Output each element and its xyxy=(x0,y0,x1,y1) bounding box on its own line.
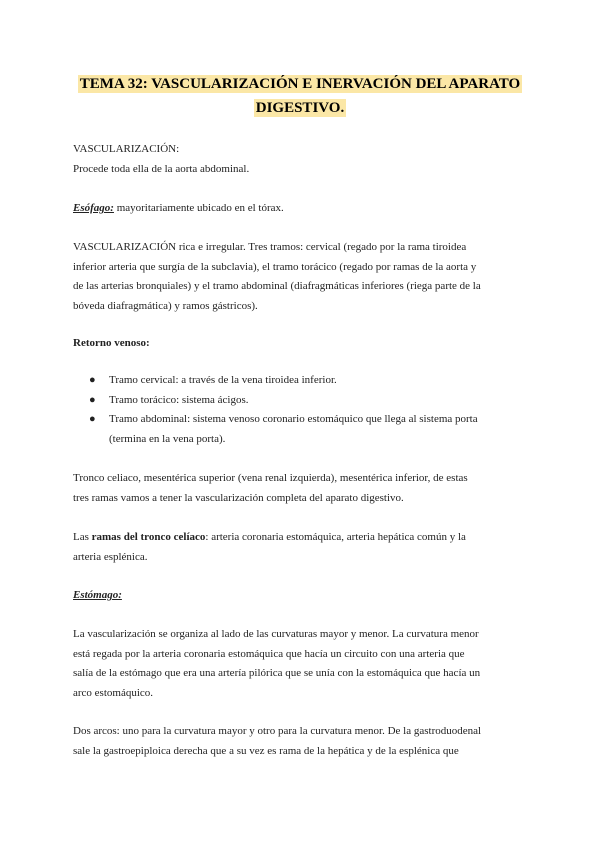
ramas-paragraph: Las ramas del tronco celíaco: arteria coronaria estomáquica, arteria hepática común y la arteria esplénica. xyxy=(73,531,466,563)
estomago-paragraph: La vascularización se organiza al lado de las curvaturas mayor y menor. La curvatura menor está regada por la arteria coronaria estomáquica que hacía un circuito con una arteria que salía de la estómago que era una artería pilórica que se unía con la estomáquica que hacía un arco estomáquico. xyxy=(73,628,481,699)
list-item: ● Tramo cervical: a través de la vena tiroidea inferior. xyxy=(73,371,533,391)
vascularizacion-paragraph xyxy=(73,140,533,179)
retorno-venoso-heading: Retorno venoso: xyxy=(73,337,150,349)
tronco-line-2: tres ramas vamos a tener la vascularización completa del aparato digestivo. xyxy=(73,491,404,504)
tronco-line-1: Tronco celiaco, mesentérica superior (vena renal izquierda), mesentérica inferior, de estas xyxy=(73,472,468,484)
esofago-vasc-line-1: VASCULARIZACIÓN rica e irregular. Tres tramos: cervical (regado por la rama tiroidea xyxy=(73,241,467,253)
bullet-icon: ● xyxy=(89,413,96,425)
bullet-icon: ● xyxy=(89,393,96,406)
estomago-label: Estómago: xyxy=(73,589,122,601)
page-title xyxy=(60,72,540,120)
list-item: ● Tramo torácico: sistema ácigos. xyxy=(73,391,533,411)
estomago-label-paragraph xyxy=(73,586,533,606)
list-item: ● Tramo abdominal: sistema venoso coronario estomáquico que llega al sistema porta xyxy=(73,410,533,430)
ramas-bold: ramas del tronco celíaco xyxy=(91,531,206,543)
bullet-icon: ● xyxy=(89,374,96,386)
tronco-paragraph xyxy=(73,469,533,508)
title-line-2: DIGESTIVO. xyxy=(255,100,345,116)
vascularizacion-text: Procede toda ella de la aorta abdominal. xyxy=(73,162,250,175)
vascularizacion-heading: VASCULARIZACIÓN: xyxy=(73,143,180,155)
esofago-vasc-line-3: de las arterias bronquiales) y el tramo abdominal (diafragmáticas inferiores (riega parte de la xyxy=(73,280,481,292)
title-line-1: TEMA 32: VASCULARIZACIÓN E INERVACIÓN DEL APARATO xyxy=(79,76,521,92)
esofago-vasc-line-2: inferior arteria que surgía de la subclavia), el tramo torácico (regado por ramas de la aorta y xyxy=(73,260,477,273)
list-item-continuation: (termina en la vena porta). xyxy=(109,432,226,445)
esofago-label: Esófago: xyxy=(73,202,114,214)
esofago-paragraph xyxy=(73,199,533,219)
esofago-vasc-line-4: bóveda diafragmática) y ramos gástricos). xyxy=(73,299,258,312)
retorno-venoso-list xyxy=(73,371,533,449)
esofago-vascularizacion-paragraph xyxy=(73,238,533,316)
arcos-paragraph: Dos arcos: uno para la curvatura mayor y otro para la curvatura menor. De la gastroduodenal sale la gastroepiploica derecha que a su vez es rama de la hepática y de la esplénica que xyxy=(73,725,482,757)
esofago-text: mayoritariamente ubicado en el tórax. xyxy=(113,202,284,214)
